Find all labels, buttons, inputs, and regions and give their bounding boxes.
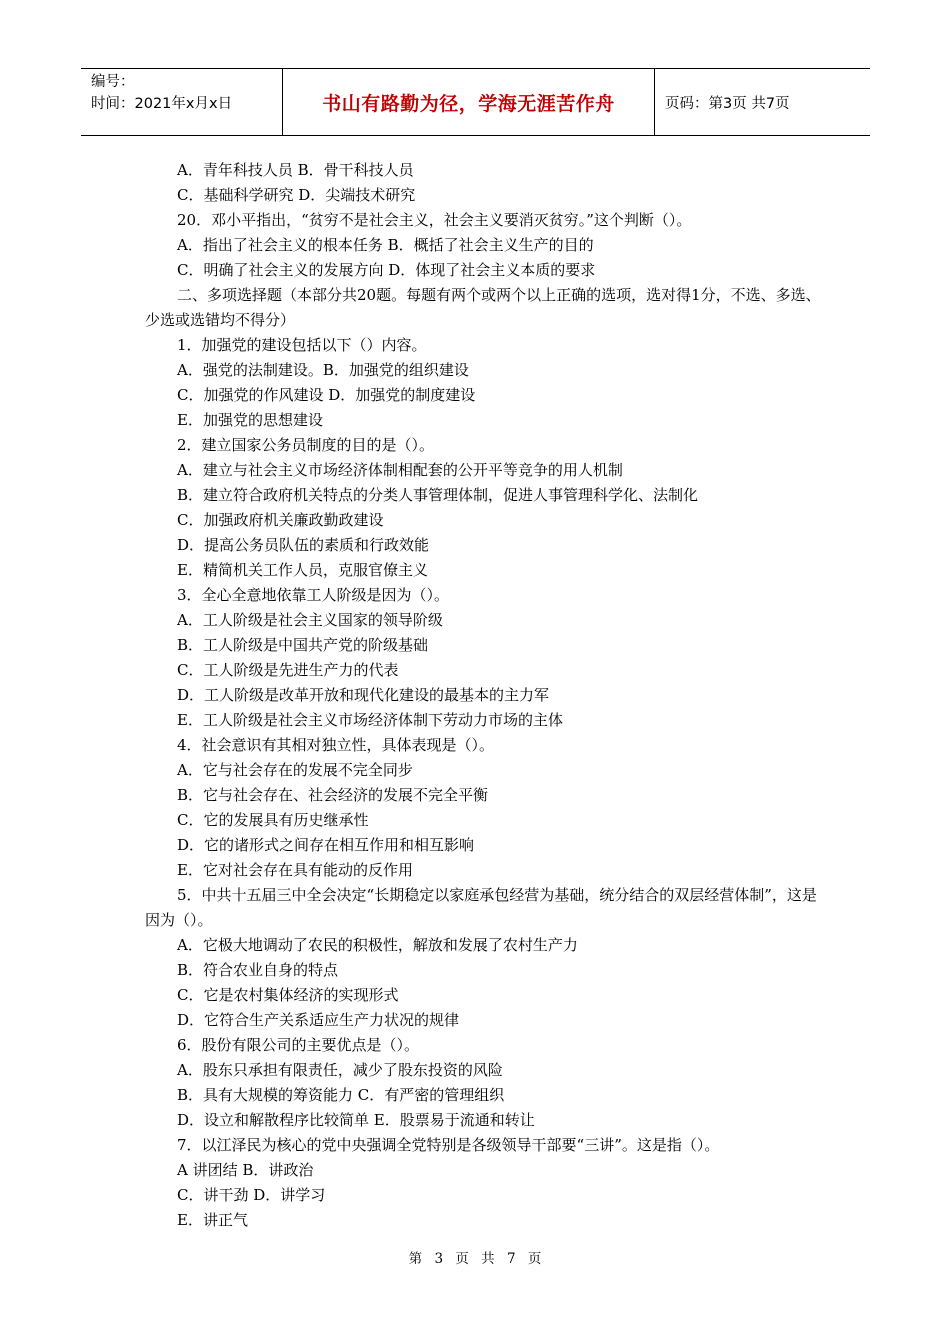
footer-total-prefix: 共 [481,1251,495,1267]
text-line: E．精简机关工作人员，克服官僚主义 [177,561,428,579]
text-line: C．加强党的作风建设 D．加强党的制度建设 [177,386,476,404]
page-info-text: 页码：第3页 共7页 [665,95,790,112]
text-line: C．工人阶级是先进生产力的代表 [177,661,399,679]
header-page-info [655,69,870,135]
header-motto-cell [282,69,655,135]
text-line: E．工人阶级是社会主义市场经济体制下劳动力市场的主体 [177,711,563,729]
text-line: 6．股份有限公司的主要优点是（）。 [177,1036,420,1054]
text-line: 3．全心全意地依靠工人阶级是因为（）。 [177,586,450,604]
text-line: A．工人阶级是社会主义国家的领导阶级 [177,611,443,629]
footer-page-word: 页 [455,1251,469,1267]
text-line: C．讲干劲 D．讲学习 [177,1186,326,1204]
document-header [81,68,870,136]
text-line: 2．建立国家公务员制度的目的是（）。 [177,436,435,454]
text-line: B．它与社会存在、社会经济的发展不完全平衡 [177,786,489,804]
serial-number-label: 编号： [91,74,135,90]
text-line: 20．邓小平指出，“贫穷不是社会主义，社会主义要消灭贫穷。”这个判断（）。 [177,211,692,229]
text-line: D．设立和解散程序比较简单 E．股票易于流通和转让 [177,1111,535,1129]
text-line: A．强党的法制建设。B．加强党的组织建设 [177,361,469,379]
text-line: E．讲正气 [177,1211,248,1229]
text-line: B．具有大规模的筹资能力 C．有严密的管理组织 [177,1086,505,1104]
text-line: B．符合农业自身的特点 [177,961,339,979]
text-line: B．工人阶级是中国共产党的阶级基础 [177,636,429,654]
text-line: A．青年科技人员 B．骨干科技人员 [177,161,414,179]
text-line: E．加强党的思想建设 [177,411,323,429]
footer-prefix: 第 [408,1251,423,1267]
text-line: 1．加强党的建设包括以下（）内容。 [177,336,427,354]
text-line: C．它的发展具有历史继承性 [177,811,369,829]
text-line: D．它符合生产关系适应生产力状况的规律 [177,1011,460,1029]
date-label: 时间：2021年x月x日 [91,96,233,112]
text-line: 二、多项选择题（本部分共20题。每题有两个或两个以上正确的选项，选对得1分，不选、多选、少选或选错均不得分） [145,286,821,329]
text-line: A 讲团结 B．讲政治 [177,1161,314,1179]
header-meta [81,69,282,135]
text-line: A．股东只承担有限责任，减少了股东投资的风险 [177,1061,503,1079]
text-line: B．建立符合政府机关特点的分类人事管理体制，促进人事管理科学化、法制化 [177,486,699,504]
document-body [145,158,825,1233]
text-line: D．工人阶级是改革开放和现代化建设的最基本的主力军 [177,686,550,704]
footer-total-pages: 7 [506,1251,516,1267]
text-line: D．它的诸形式之间存在相互作用和相互影响 [177,836,475,854]
text-line: C．明确了社会主义的发展方向 D．体现了社会主义本质的要求 [177,261,596,279]
text-line: A．它极大地调动了农民的积极性，解放和发展了农村生产力 [177,936,578,954]
text-line: C．基础科学研究 D．尖端技术研究 [177,186,416,204]
text-line: E．它对社会存在具有能动的反作用 [177,861,413,879]
text-line: C．它是农村集体经济的实现形式 [177,986,399,1004]
text-line: C．加强政府机关廉政勤政建设 [177,511,384,529]
text-line: A．建立与社会主义市场经济体制相配套的公开平等竞争的用人机制 [177,461,623,479]
text-line: 7．以江泽民为核心的党中央强调全党特别是各级领导干部要“三讲”。这是指（）。 [177,1136,720,1154]
text-line: 4．社会意识有其相对独立性，具体表现是（）。 [177,736,495,754]
text-line: A．指出了社会主义的根本任务 B．概括了社会主义生产的目的 [177,236,594,254]
text-line: 5．中共十五届三中全会决定“长期稳定以家庭承包经营为基础，统分结合的双层经营体制”，这是因为（）。 [145,886,817,929]
text-line: A．它与社会存在的发展不完全同步 [177,761,413,779]
footer-page-number: 3 [434,1251,444,1267]
text-line: D．提高公务员队伍的素质和行政效能 [177,536,430,554]
footer-total-word: 页 [527,1251,542,1267]
motto-text: 书山有路勤为径，学海无涯苦作舟 [322,92,615,115]
page-footer [0,1247,950,1267]
